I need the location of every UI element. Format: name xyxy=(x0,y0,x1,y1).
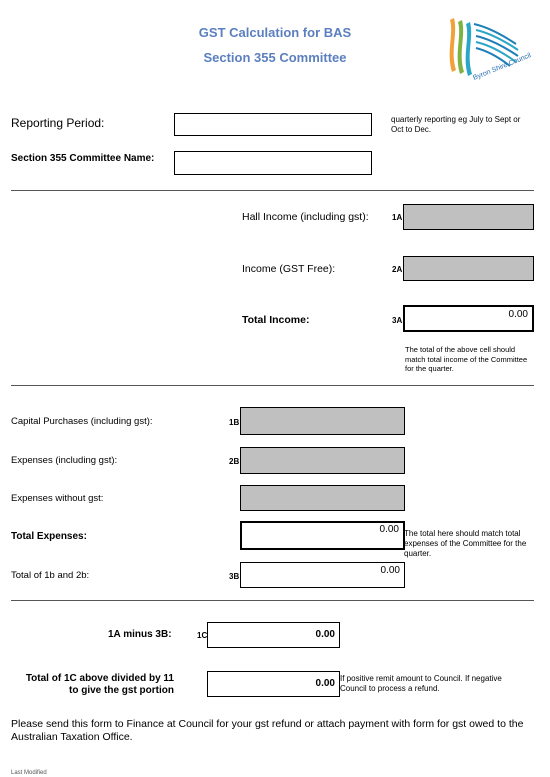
council-logo xyxy=(444,14,533,84)
logo-text: Byron Shire Council xyxy=(472,52,533,82)
expenses-gst-label: Expenses (including gst): xyxy=(11,455,118,466)
gst-portion-label-line1: Total of 1C above divided by 11 xyxy=(25,673,174,684)
reporting-period-field[interactable] xyxy=(174,113,372,136)
divider xyxy=(11,600,534,601)
1a-minus-3b-label: 1A minus 3B: xyxy=(108,629,172,640)
total-expenses-value: 0.00 xyxy=(379,524,399,535)
1a-minus-3b-code: 1C xyxy=(197,631,208,640)
gst-portion-field xyxy=(207,671,340,697)
total-1b-2b-code: 3B xyxy=(229,572,240,581)
form-title: GST Calculation for BAS xyxy=(198,25,352,40)
total-income-value: 0.00 xyxy=(508,309,528,320)
expenses-gst-field[interactable] xyxy=(240,447,405,474)
gst-free-income-label: Income (GST Free): xyxy=(242,263,336,275)
capital-purchases-field[interactable] xyxy=(240,407,405,435)
total-expenses-note: The total here should match total expenses of the Committee for the quarter. xyxy=(404,529,527,558)
divider xyxy=(11,385,534,386)
committee-name-label: Section 355 Committee Name: xyxy=(11,153,155,164)
hall-income-label: Hall Income (including gst): xyxy=(242,211,369,223)
total-income-code: 3A xyxy=(392,316,403,325)
divider xyxy=(11,190,534,191)
total-1b-2b-value: 0.00 xyxy=(380,565,400,576)
expenses-no-gst-field[interactable] xyxy=(240,485,405,511)
total-1b-2b-field xyxy=(240,562,405,588)
gst-free-income-code: 2A xyxy=(392,265,403,274)
reporting-period-label: Reporting Period: xyxy=(11,116,105,130)
total-income-label: Total Income: xyxy=(242,314,310,326)
gst-portion-label xyxy=(11,673,174,697)
total-income-note: The total of the above cell should match total income of the Committee for the quarter. xyxy=(405,345,528,373)
committee-name-field[interactable] xyxy=(174,151,372,175)
hall-income-code: 1A xyxy=(392,213,403,222)
gst-portion-value: 0.00 xyxy=(315,678,335,689)
total-expenses-label: Total Expenses: xyxy=(11,531,87,542)
capital-purchases-label: Capital Purchases (including gst): xyxy=(11,416,153,427)
hall-income-field[interactable] xyxy=(403,204,534,230)
total-1b-2b-label: Total of 1b and 2b: xyxy=(11,570,90,581)
gst-portion-note: If positive remit amount to Council. If negative Council to process a refund. xyxy=(340,674,502,693)
total-expenses-field xyxy=(240,521,405,550)
expenses-no-gst-label: Expenses without gst: xyxy=(11,493,104,504)
form-subtitle: Section 355 Committee xyxy=(203,50,347,65)
gst-free-income-field[interactable] xyxy=(403,256,534,281)
capital-purchases-code: 1B xyxy=(229,418,240,427)
total-income-field xyxy=(403,305,534,332)
1a-minus-3b-field xyxy=(207,622,340,648)
gst-portion-label-line2: to give the gst portion xyxy=(69,685,174,696)
1a-minus-3b-value: 0.00 xyxy=(315,629,335,640)
expenses-gst-code: 2B xyxy=(229,457,240,466)
reporting-period-note: quarterly reporting eg July to Sept or Oct to Dec. xyxy=(391,115,521,134)
last-modified: Last Modified xyxy=(11,770,47,776)
footer-instructions: Please send this form to Finance at Council for your gst refund or attach payment with form for gst owed to the Australian Taxation Office. xyxy=(11,718,524,743)
